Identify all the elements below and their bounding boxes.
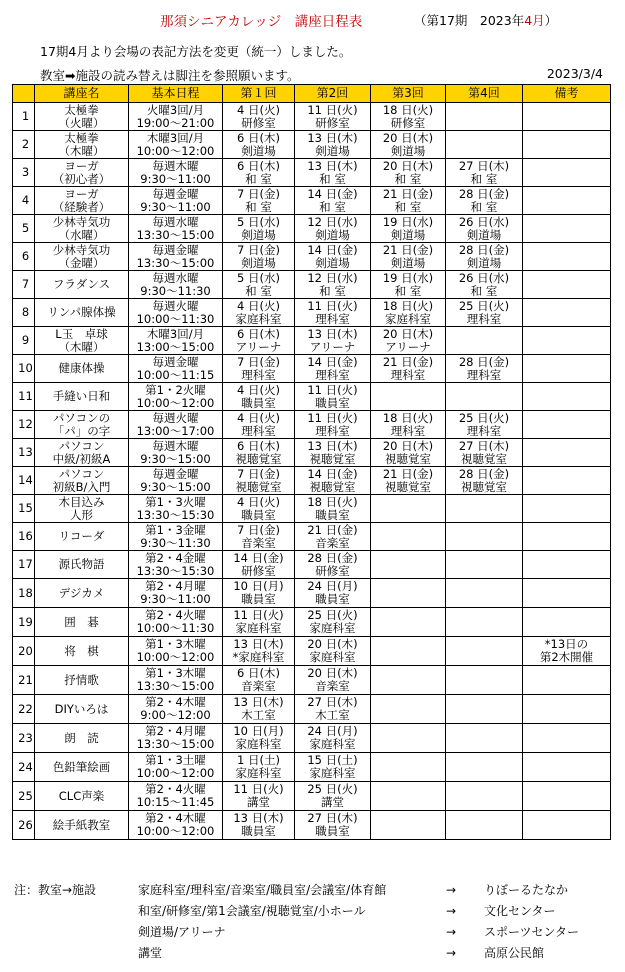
- session-2: 11 日(火) 職員室: [295, 383, 371, 411]
- row-number: 5: [13, 215, 35, 243]
- session-3: 20 日(木) 剣道場: [371, 131, 446, 159]
- session-4: [446, 103, 523, 131]
- base-schedule: 毎週金曜 10:00～11:15: [129, 355, 223, 383]
- row-number: 10: [13, 355, 35, 383]
- row-number: 14: [13, 467, 35, 495]
- session-3: 18 日(火) 理科室: [371, 411, 446, 439]
- header-remarks: 備考: [523, 85, 611, 103]
- note-footnote-ref: 教室➡施設の読み替えは脚注を参照願います。: [40, 68, 300, 83]
- base-schedule: 毎週水曜 13:30～15:00: [129, 215, 223, 243]
- row-number: 18: [13, 579, 35, 608]
- session-3: 19 日(水) 剣道場: [371, 215, 446, 243]
- table-row: [13, 811, 611, 840]
- session-3: [371, 695, 446, 724]
- session-3: [371, 551, 446, 579]
- term-suffix: ）: [544, 13, 558, 28]
- table-row: [13, 551, 611, 579]
- mapping-facility: 高原公民館: [484, 946, 545, 960]
- table-row: [13, 355, 611, 383]
- table-row: [13, 608, 611, 637]
- session-3: [371, 608, 446, 637]
- term-month: 4月: [524, 13, 545, 28]
- session-3: [371, 579, 446, 608]
- table-row: [13, 637, 611, 666]
- remarks: [523, 327, 611, 355]
- row-number: 25: [13, 782, 35, 811]
- schedule-body: [13, 103, 611, 840]
- course-name: フラダンス: [35, 271, 129, 299]
- course-name: リンパ腺体操: [35, 299, 129, 327]
- base-schedule: 第2・4金曜 13:30～15:30: [129, 551, 223, 579]
- session-3: 21 日(金) 剣道場: [371, 243, 446, 271]
- session-2: 13 日(木) 和 室: [295, 159, 371, 187]
- course-name: 将 棋: [35, 637, 129, 666]
- session-1: 11 日(火) 講堂: [223, 782, 295, 811]
- session-4: 25 日(火) 理科室: [446, 411, 523, 439]
- table-row: [13, 495, 611, 523]
- course-name: リコーダ: [35, 523, 129, 551]
- session-3: 21 日(金) 理科室: [371, 355, 446, 383]
- session-2: 14 日(金) 理科室: [295, 355, 371, 383]
- remarks: [523, 579, 611, 608]
- note-venue-change: 17期4月より会場の表記方法を変更（統一）しました。: [40, 44, 352, 59]
- course-name: パソコン 初級B/入門: [35, 467, 129, 495]
- issue-date: 2023/3/4: [546, 66, 603, 81]
- session-4: 26 日(水) 剣道場: [446, 215, 523, 243]
- table-row: [13, 327, 611, 355]
- remarks: [523, 299, 611, 327]
- session-1: 6 日(木) 音楽室: [223, 666, 295, 695]
- remarks: *13日の 第2木開催: [523, 637, 611, 666]
- session-4: [446, 327, 523, 355]
- session-1: 7 日(金) 視聴覚室: [223, 467, 295, 495]
- base-schedule: 第2・4火曜 10:00～11:30: [129, 608, 223, 637]
- session-4: 28 日(金) 和 室: [446, 187, 523, 215]
- title-text: 那須シニアカレッジ 講座日程表: [160, 14, 363, 30]
- session-1: 7 日(金) 剣道場: [223, 243, 295, 271]
- remarks: [523, 551, 611, 579]
- row-number: 22: [13, 695, 35, 724]
- course-name: CLC声楽: [35, 782, 129, 811]
- session-2: 27 日(木) 木工室: [295, 695, 371, 724]
- remarks: [523, 187, 611, 215]
- session-3: [371, 383, 446, 411]
- session-4: [446, 523, 523, 551]
- base-schedule: 毎週火曜 10:00～11:30: [129, 299, 223, 327]
- mapping-rooms: 和室/研修室/第1会議室/視聴覚室/小ホール: [138, 904, 366, 918]
- base-schedule: 第2・4月曜 9:30～11:00: [129, 579, 223, 608]
- session-1: 4 日(火) 家庭科室: [223, 299, 295, 327]
- base-schedule: 第1・3木曜 13:30～15:00: [129, 666, 223, 695]
- session-2: 14 日(金) 和 室: [295, 187, 371, 215]
- remarks: [523, 753, 611, 782]
- row-number: 20: [13, 637, 35, 666]
- table-row: [13, 753, 611, 782]
- remarks: [523, 355, 611, 383]
- course-name: 囲 碁: [35, 608, 129, 637]
- session-1: 6 日(木) 剣道場: [223, 131, 295, 159]
- base-schedule: 第2・4木曜 10:00～12:00: [129, 811, 223, 840]
- table-row: [13, 215, 611, 243]
- session-4: [446, 637, 523, 666]
- session-2: 12 日(水) 剣道場: [295, 215, 371, 243]
- table-row: [13, 782, 611, 811]
- course-name: ヨーガ （経験者）: [35, 187, 129, 215]
- session-4: [446, 495, 523, 523]
- base-schedule: 毎週金曜 9:30～15:00: [129, 467, 223, 495]
- row-number: 13: [13, 439, 35, 467]
- remarks: [523, 439, 611, 467]
- remarks: [523, 782, 611, 811]
- header-no: [13, 85, 35, 103]
- session-4: [446, 811, 523, 840]
- row-number: 11: [13, 383, 35, 411]
- session-1: 5 日(水) 和 室: [223, 271, 295, 299]
- session-3: [371, 782, 446, 811]
- session-2: 27 日(木) 職員室: [295, 811, 371, 840]
- session-2: 14 日(金) 視聴覚室: [295, 467, 371, 495]
- base-schedule: 火曜3回/月 19:00～21:00: [129, 103, 223, 131]
- mapping-facility: 文化センター: [484, 904, 556, 918]
- row-number: 2: [13, 131, 35, 159]
- session-3: 20 日(木) アリーナ: [371, 327, 446, 355]
- remarks: [523, 495, 611, 523]
- session-2: 13 日(木) アリーナ: [295, 327, 371, 355]
- session-1: 6 日(木) 和 室: [223, 159, 295, 187]
- session-2: 11 日(火) 研修室: [295, 103, 371, 131]
- session-3: 18 日(火) 研修室: [371, 103, 446, 131]
- base-schedule: 木曜3回/月 13:00～15:00: [129, 327, 223, 355]
- table-row: [13, 103, 611, 131]
- base-schedule: 第1・2火曜 10:00～12:00: [129, 383, 223, 411]
- remarks: [523, 467, 611, 495]
- header-session-3: 第3回: [371, 85, 446, 103]
- session-2: 14 日(金) 剣道場: [295, 243, 371, 271]
- remarks: [523, 215, 611, 243]
- session-1: 10 日(月) 家庭科室: [223, 724, 295, 753]
- session-3: 20 日(木) 和 室: [371, 159, 446, 187]
- session-4: 27 日(木) 視聴覚室: [446, 439, 523, 467]
- session-2: 12 日(水) 和 室: [295, 271, 371, 299]
- remarks: [523, 666, 611, 695]
- remarks: [523, 724, 611, 753]
- session-4: [446, 753, 523, 782]
- course-name: 少林寺気功 （金曜）: [35, 243, 129, 271]
- session-3: 21 日(金) 視聴覚室: [371, 467, 446, 495]
- session-1: 7 日(金) 音楽室: [223, 523, 295, 551]
- session-1: 4 日(火) 研修室: [223, 103, 295, 131]
- row-number: 19: [13, 608, 35, 637]
- session-1: 6 日(木) 視聴覚室: [223, 439, 295, 467]
- row-number: 16: [13, 523, 35, 551]
- course-name: パソコンの 「パ」の字: [35, 411, 129, 439]
- table-row: [13, 271, 611, 299]
- session-3: [371, 666, 446, 695]
- session-4: 26 日(水) 和 室: [446, 271, 523, 299]
- table-row: [13, 523, 611, 551]
- session-1: 4 日(火) 理科室: [223, 411, 295, 439]
- session-3: [371, 495, 446, 523]
- base-schedule: 第2・4木曜 9:00～12:00: [129, 695, 223, 724]
- course-name: 色鉛筆絵画: [35, 753, 129, 782]
- remarks: [523, 243, 611, 271]
- base-schedule: 第1・3火曜 13:30～15:30: [129, 495, 223, 523]
- row-number: 24: [13, 753, 35, 782]
- document-title: [0, 10, 625, 32]
- header-session-2: 第2回: [295, 85, 371, 103]
- session-1: 13 日(木) *家庭科室: [223, 637, 295, 666]
- table-row: [13, 411, 611, 439]
- row-number: 4: [13, 187, 35, 215]
- session-3: 20 日(木) 視聴覚室: [371, 439, 446, 467]
- row-number: 12: [13, 411, 35, 439]
- session-4: [446, 131, 523, 159]
- term-prefix: （第17期 2023年: [414, 13, 525, 28]
- session-4: [446, 551, 523, 579]
- course-name: 抒情歌: [35, 666, 129, 695]
- course-name: 健康体操: [35, 355, 129, 383]
- session-3: [371, 724, 446, 753]
- session-2: 13 日(木) 視聴覚室: [295, 439, 371, 467]
- table-row: [13, 724, 611, 753]
- session-4: [446, 383, 523, 411]
- course-name: 太極拳 （火曜）: [35, 103, 129, 131]
- mapping-arrow: →: [446, 904, 457, 918]
- session-1: 7 日(金) 和 室: [223, 187, 295, 215]
- session-1: 10 日(月) 職員室: [223, 579, 295, 608]
- session-4: [446, 666, 523, 695]
- remarks: [523, 383, 611, 411]
- header-session-1: 第１回: [223, 85, 295, 103]
- row-number: 21: [13, 666, 35, 695]
- session-3: [371, 753, 446, 782]
- mapping-facility: スポーツセンター: [484, 925, 580, 939]
- course-name: 太極拳 （木曜）: [35, 131, 129, 159]
- mapping-rooms: 講堂: [138, 946, 163, 960]
- table-row: [13, 187, 611, 215]
- header-session-4: 第4回: [446, 85, 523, 103]
- row-number: 26: [13, 811, 35, 840]
- remarks: [523, 159, 611, 187]
- course-name: 手縫い日和: [35, 383, 129, 411]
- base-schedule: 毎週火曜 13:00～17:00: [129, 411, 223, 439]
- table-row: [13, 579, 611, 608]
- table-row: [13, 666, 611, 695]
- session-4: [446, 608, 523, 637]
- mapping-rooms: 家庭科室/理科室/音楽室/職員室/会議室/体育館: [138, 883, 387, 897]
- session-1: 11 日(火) 家庭科室: [223, 608, 295, 637]
- session-1: 13 日(木) 職員室: [223, 811, 295, 840]
- mapping-rooms: 剣道場/アリーナ: [138, 925, 226, 939]
- session-2: 15 日(土) 家庭科室: [295, 753, 371, 782]
- session-2: 25 日(火) 家庭科室: [295, 608, 371, 637]
- session-3: [371, 637, 446, 666]
- session-4: 28 日(金) 視聴覚室: [446, 467, 523, 495]
- session-2: 11 日(火) 理科室: [295, 411, 371, 439]
- session-3: [371, 811, 446, 840]
- header-course: 講座名: [35, 85, 129, 103]
- session-4: 28 日(金) 理科室: [446, 355, 523, 383]
- session-2: 11 日(火) 理科室: [295, 299, 371, 327]
- base-schedule: 毎週木曜 9:30～11:00: [129, 159, 223, 187]
- mapping-arrow: →: [446, 946, 457, 960]
- remarks: [523, 811, 611, 840]
- header-row: [13, 85, 611, 103]
- session-2: 25 日(火) 講堂: [295, 782, 371, 811]
- remarks: [523, 523, 611, 551]
- row-number: 15: [13, 495, 35, 523]
- session-4: [446, 579, 523, 608]
- row-number: 9: [13, 327, 35, 355]
- base-schedule: 木曜3回/月 10:00～12:00: [129, 131, 223, 159]
- base-schedule: 第1・3金曜 9:30～11:30: [129, 523, 223, 551]
- course-name: 絵手紙教室: [35, 811, 129, 840]
- course-name: L玉 卓球 （木曜）: [35, 327, 129, 355]
- session-2: 24 日(月) 職員室: [295, 579, 371, 608]
- remarks: [523, 103, 611, 131]
- course-name: ヨーガ （初心者）: [35, 159, 129, 187]
- session-2: 21 日(金) 音楽室: [295, 523, 371, 551]
- mapping-arrow: →: [446, 883, 457, 897]
- row-number: 6: [13, 243, 35, 271]
- remarks: [523, 695, 611, 724]
- course-name: パソコン 中級/初級A: [35, 439, 129, 467]
- header-base-schedule: 基本日程: [129, 85, 223, 103]
- schedule-table: [12, 84, 611, 840]
- session-4: 28 日(金) 剣道場: [446, 243, 523, 271]
- session-2: 18 日(火) 職員室: [295, 495, 371, 523]
- table-row: [13, 159, 611, 187]
- row-number: 8: [13, 299, 35, 327]
- session-2: 24 日(月) 家庭科室: [295, 724, 371, 753]
- remarks: [523, 131, 611, 159]
- mapping-arrow: →: [446, 925, 457, 939]
- session-1: 14 日(金) 研修室: [223, 551, 295, 579]
- table-row: [13, 695, 611, 724]
- session-3: 19 日(水) 和 室: [371, 271, 446, 299]
- row-number: 3: [13, 159, 35, 187]
- footnote-label: 注：教室→施設: [14, 883, 97, 897]
- table-row: [13, 243, 611, 271]
- base-schedule: 毎週水曜 9:30～11:30: [129, 271, 223, 299]
- session-2: 20 日(木) 音楽室: [295, 666, 371, 695]
- row-number: 7: [13, 271, 35, 299]
- course-name: 少林寺気功 （水曜）: [35, 215, 129, 243]
- base-schedule: 毎週木曜 9:30～15:00: [129, 439, 223, 467]
- table-row: [13, 131, 611, 159]
- session-3: [371, 523, 446, 551]
- session-2: 13 日(木) 剣道場: [295, 131, 371, 159]
- session-2: 28 日(金) 研修室: [295, 551, 371, 579]
- session-1: 13 日(木) 木工室: [223, 695, 295, 724]
- base-schedule: 第2・4月曜 13:30～15:00: [129, 724, 223, 753]
- base-schedule: 第2・4火曜 10:15～11:45: [129, 782, 223, 811]
- session-3: 18 日(火) 家庭科室: [371, 299, 446, 327]
- session-4: [446, 695, 523, 724]
- mapping-facility: りぼーるたなか: [484, 883, 569, 897]
- course-name: DIYいろは: [35, 695, 129, 724]
- session-4: [446, 782, 523, 811]
- base-schedule: 第1・3木曜 10:00～12:00: [129, 637, 223, 666]
- base-schedule: 毎週金曜 9:30～11:00: [129, 187, 223, 215]
- term-label: [414, 11, 557, 29]
- course-name: 朗 読: [35, 724, 129, 753]
- base-schedule: 第1・3土曜 10:00～12:00: [129, 753, 223, 782]
- row-number: 1: [13, 103, 35, 131]
- session-1: 4 日(火) 職員室: [223, 383, 295, 411]
- course-name: デジカメ: [35, 579, 129, 608]
- session-1: 7 日(金) 理科室: [223, 355, 295, 383]
- session-4: 27 日(木) 和 室: [446, 159, 523, 187]
- remarks: [523, 271, 611, 299]
- table-row: [13, 383, 611, 411]
- session-1: 4 日(火) 職員室: [223, 495, 295, 523]
- session-4: [446, 724, 523, 753]
- course-name: 木目込み 人形: [35, 495, 129, 523]
- row-number: 17: [13, 551, 35, 579]
- table-row: [13, 439, 611, 467]
- course-name: 源氏物語: [35, 551, 129, 579]
- base-schedule: 毎週金曜 13:30～15:00: [129, 243, 223, 271]
- table-row: [13, 299, 611, 327]
- remarks: [523, 608, 611, 637]
- session-1: 1 日(土) 家庭科室: [223, 753, 295, 782]
- table-row: [13, 467, 611, 495]
- session-1: 5 日(水) 剣道場: [223, 215, 295, 243]
- row-number: 23: [13, 724, 35, 753]
- remarks: [523, 411, 611, 439]
- session-3: 21 日(金) 和 室: [371, 187, 446, 215]
- session-4: 25 日(火) 理科室: [446, 299, 523, 327]
- session-2: 20 日(木) 家庭科室: [295, 637, 371, 666]
- session-1: 6 日(木) アリーナ: [223, 327, 295, 355]
